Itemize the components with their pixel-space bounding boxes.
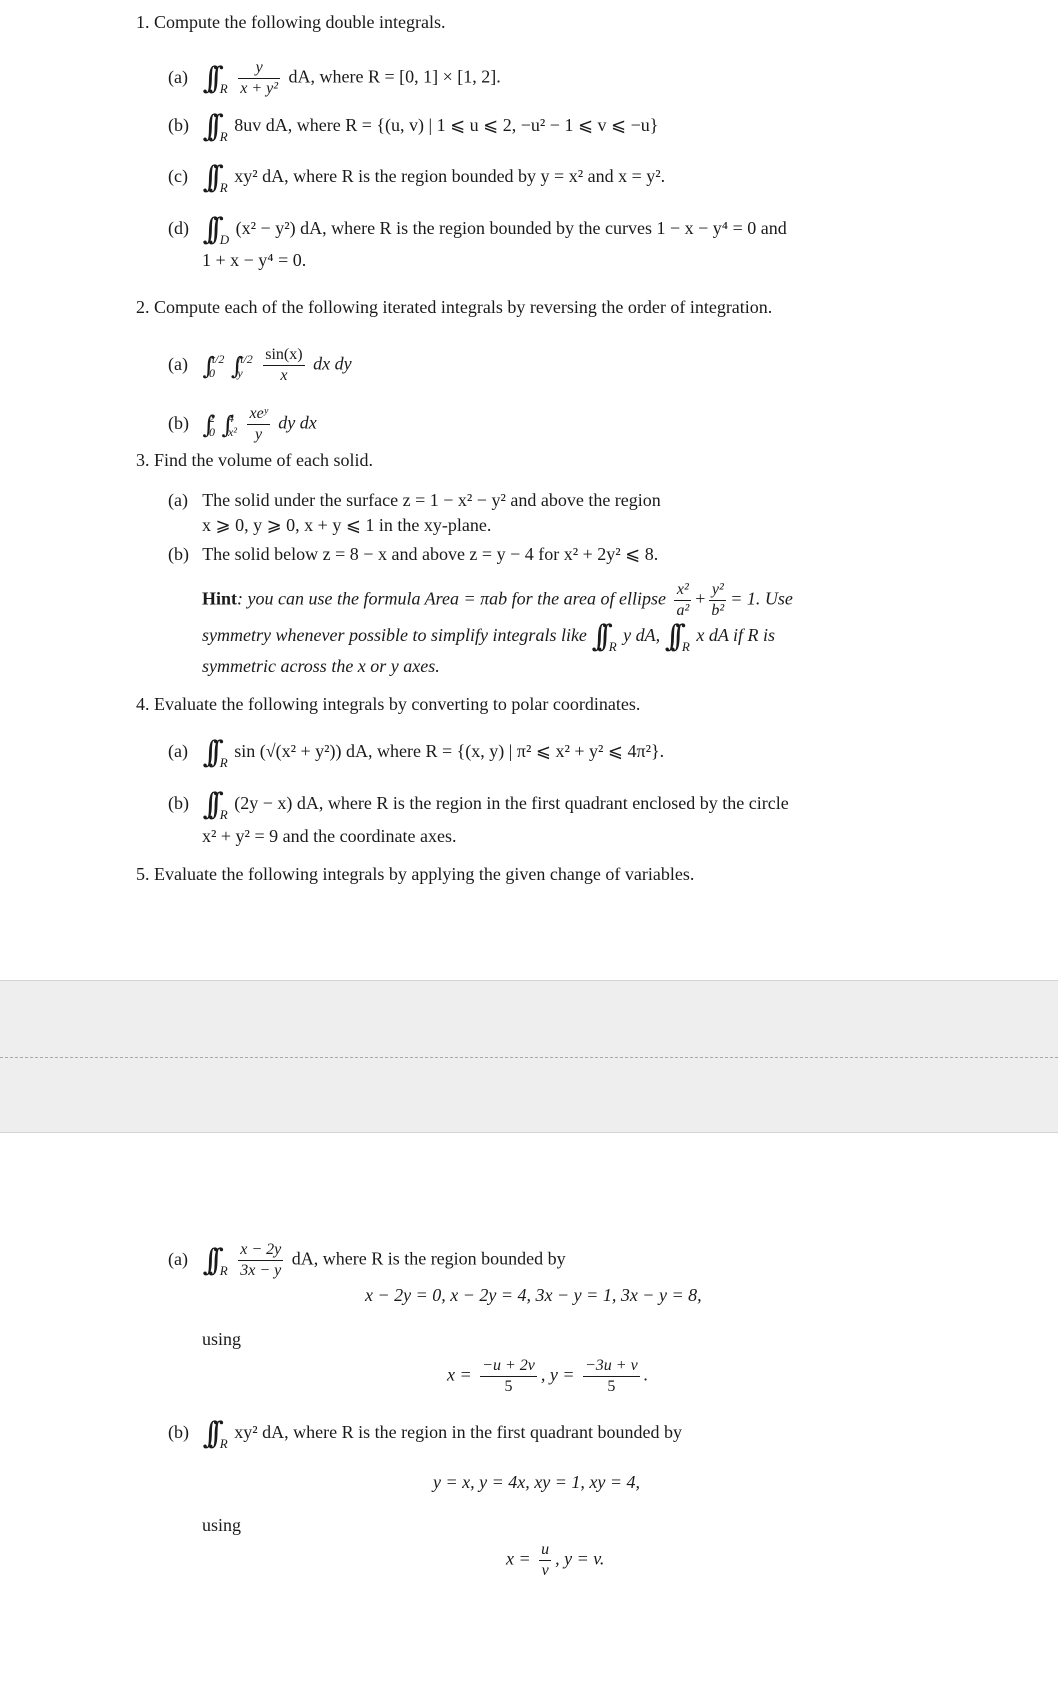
upper-limit: 4 xyxy=(228,410,235,425)
fraction xyxy=(238,58,280,99)
denominator: y xyxy=(255,426,263,443)
fraction xyxy=(539,1540,551,1581)
region-subscript: R xyxy=(219,1436,228,1452)
y-eq: , y = xyxy=(540,1364,575,1385)
problem-3a-cont: x ⩾ 0, y ⩾ 0, x + y ⩽ 1 in the xy-plane. xyxy=(202,515,492,535)
limits-inner xyxy=(237,352,252,380)
hint-text: x dA if R is xyxy=(696,625,776,646)
region-subscript: R xyxy=(219,80,228,96)
plus: + xyxy=(695,588,706,609)
problem-5b-using: using xyxy=(202,1515,242,1535)
label: (b) xyxy=(168,793,189,814)
label: (a) xyxy=(168,66,188,87)
problem-2a xyxy=(168,345,352,386)
double-integral-icon: ∫∫ xyxy=(202,160,214,195)
hint-line-1 xyxy=(202,580,793,621)
label: (a) xyxy=(168,353,188,374)
lower-limit: x² xyxy=(228,424,237,439)
differentials: dy dx xyxy=(278,412,317,433)
problem-5-title: 5. Evaluate the following integrals by applying the given change of variables. xyxy=(136,864,695,884)
text: The solid under the surface z = 1 − x² − y² and above the region xyxy=(202,490,661,510)
numerator: y xyxy=(238,58,280,79)
double-integral-icon: ∫∫ xyxy=(664,619,676,654)
numerator: x² xyxy=(674,580,691,601)
double-integral-icon: ∫∫ xyxy=(202,735,214,770)
integral-icon: ∫ xyxy=(230,351,236,380)
problem-1d-cont: 1 + x − y⁴ = 0. xyxy=(202,250,307,270)
problem-5b-substitution xyxy=(506,1540,604,1581)
label: (c) xyxy=(168,166,188,187)
text: sin (√(x² + y²)) dA, where R = {(x, y) | π² ⩽ x² + y² ⩽ 4π²}. xyxy=(234,741,665,762)
region-subscript: R xyxy=(219,807,228,823)
problem-5b-bounds: y = x, y = 4x, xy = 1, xy = 4, xyxy=(433,1472,640,1492)
text: (2y − x) dA, where R is the region in the first quadrant enclosed by the circle xyxy=(234,793,789,814)
problem-1d xyxy=(168,212,787,252)
numerator: x − 2y xyxy=(238,1240,283,1261)
upper-limit: 2 xyxy=(209,410,216,425)
problem-3a xyxy=(168,488,661,512)
page-break-divider xyxy=(0,1057,1058,1058)
denominator: 5 xyxy=(504,1378,513,1395)
x-eq: x = xyxy=(506,1548,531,1569)
hint-text: y dA, xyxy=(623,625,661,646)
numerator: −u + 2v xyxy=(480,1356,537,1377)
fraction xyxy=(238,1240,283,1281)
region-subscript: R xyxy=(219,180,228,196)
numerator: sin(x) xyxy=(263,345,304,366)
problem-4b xyxy=(168,787,789,827)
double-integral-icon: ∫∫ xyxy=(202,212,214,247)
denominator: 3x − y xyxy=(240,1262,282,1279)
page-gap xyxy=(0,980,1058,1133)
problem-5b xyxy=(168,1416,683,1456)
denominator: a² xyxy=(676,602,690,619)
denominator: v xyxy=(541,1562,549,1579)
double-integral-icon: ∫∫ xyxy=(202,60,214,96)
numerator: −3u + v xyxy=(583,1356,640,1377)
text: dA, where R is the region bounded by xyxy=(291,1248,566,1269)
problem-5a xyxy=(168,1240,566,1283)
text: dA, where R = [0, 1] × [1, 2]. xyxy=(288,66,501,87)
problem-5a-substitution xyxy=(447,1356,648,1397)
label: (a) xyxy=(168,741,188,762)
region-subscript: R xyxy=(608,639,617,655)
numerator: y² xyxy=(709,580,726,601)
region-subscript: R xyxy=(219,1262,228,1278)
fraction xyxy=(263,345,304,386)
denominator: 5 xyxy=(607,1378,616,1395)
label: (b) xyxy=(168,412,189,433)
problem-1-title: 1. Compute the following double integrals. xyxy=(136,12,446,32)
problem-5a-bounds: x − 2y = 0, x − 2y = 4, 3x − y = 1, 3x − y = 8, xyxy=(365,1285,702,1305)
hint-text: symmetry whenever possible to simplify integrals like xyxy=(202,625,587,646)
hint-line-3: symmetric across the x or y axes. xyxy=(202,656,440,676)
lower-limit: y xyxy=(237,365,243,380)
problem-4b-cont: x² + y² = 9 and the coordinate axes. xyxy=(202,826,457,846)
denominator: b² xyxy=(711,602,725,619)
problem-4a xyxy=(168,735,665,775)
integral-icon: ∫ xyxy=(221,410,227,439)
text: 8uv dA, where R = {(u, v) | 1 ⩽ u ⩽ 2, −u² − 1 ⩽ v ⩽ −u} xyxy=(234,115,659,136)
problem-1b xyxy=(168,109,659,149)
fraction xyxy=(674,580,691,621)
label: (b) xyxy=(168,1422,189,1443)
hint-text: : you can use the formula Area = πab for the area of ellipse xyxy=(237,588,666,609)
problem-3-title: 3. Find the volume of each solid. xyxy=(136,450,373,470)
region-subscript: D xyxy=(219,232,230,248)
fraction xyxy=(709,580,726,621)
label: (b) xyxy=(168,544,189,564)
integral-icon: ∫ xyxy=(202,410,208,439)
label: (a) xyxy=(168,1248,188,1269)
hint-eq: = 1. Use xyxy=(730,588,793,609)
problem-2-title: 2. Compute each of the following iterated integrals by reversing the order of integration. xyxy=(136,297,773,317)
problem-5a-using: using xyxy=(202,1329,242,1349)
region-subscript: R xyxy=(219,755,228,771)
double-integral-icon: ∫∫ xyxy=(202,1416,214,1451)
numerator: xeʸ xyxy=(247,404,269,425)
text: xy² dA, where R is the region in the first quadrant bounded by xyxy=(234,1422,683,1443)
problem-1c xyxy=(168,160,666,200)
fraction xyxy=(583,1356,640,1397)
differentials: dx dy xyxy=(313,353,352,374)
text: The solid below z = 8 − x and above z = y − 4 for x² + 2y² ⩽ 8. xyxy=(202,544,659,564)
denominator: x xyxy=(280,367,288,384)
limits-outer xyxy=(209,411,215,439)
limits-outer xyxy=(209,352,224,380)
x-eq: x = xyxy=(447,1364,472,1385)
label: (d) xyxy=(168,218,189,239)
denominator: x + y² xyxy=(240,80,279,97)
double-integral-icon: ∫∫ xyxy=(202,787,214,822)
numerator: u xyxy=(539,1540,551,1561)
period: . xyxy=(643,1364,649,1385)
region-subscript: R xyxy=(219,129,228,145)
text: (x² − y²) dA, where R is the region bounded by the curves 1 − x − y⁴ = 0 and xyxy=(235,218,787,239)
integral-icon: ∫ xyxy=(202,351,208,380)
fraction xyxy=(247,404,269,445)
fraction xyxy=(480,1356,537,1397)
lower-limit: 0 xyxy=(209,365,216,380)
problem-2b xyxy=(168,404,317,445)
double-integral-icon: ∫∫ xyxy=(591,619,603,654)
problem-4-title: 4. Evaluate the following integrals by converting to polar coordinates. xyxy=(136,694,641,714)
text: xy² dA, where R is the region bounded by y = x² and x = y². xyxy=(234,166,666,187)
double-integral-icon: ∫∫ xyxy=(202,109,214,144)
y-eq: , y = v. xyxy=(555,1548,605,1569)
upper-limit: π/2 xyxy=(209,351,225,366)
problem-3b xyxy=(168,542,658,566)
upper-limit: π/2 xyxy=(237,351,253,366)
lower-limit: 0 xyxy=(209,424,216,439)
hint-label: Hint xyxy=(202,588,238,609)
region-subscript: R xyxy=(681,639,690,655)
limits-inner xyxy=(228,411,237,439)
label: (b) xyxy=(168,115,189,136)
page-bottom xyxy=(0,1133,1058,1687)
label: (a) xyxy=(168,490,188,510)
double-integral-icon: ∫∫ xyxy=(202,1242,214,1278)
problem-1a xyxy=(168,58,501,101)
